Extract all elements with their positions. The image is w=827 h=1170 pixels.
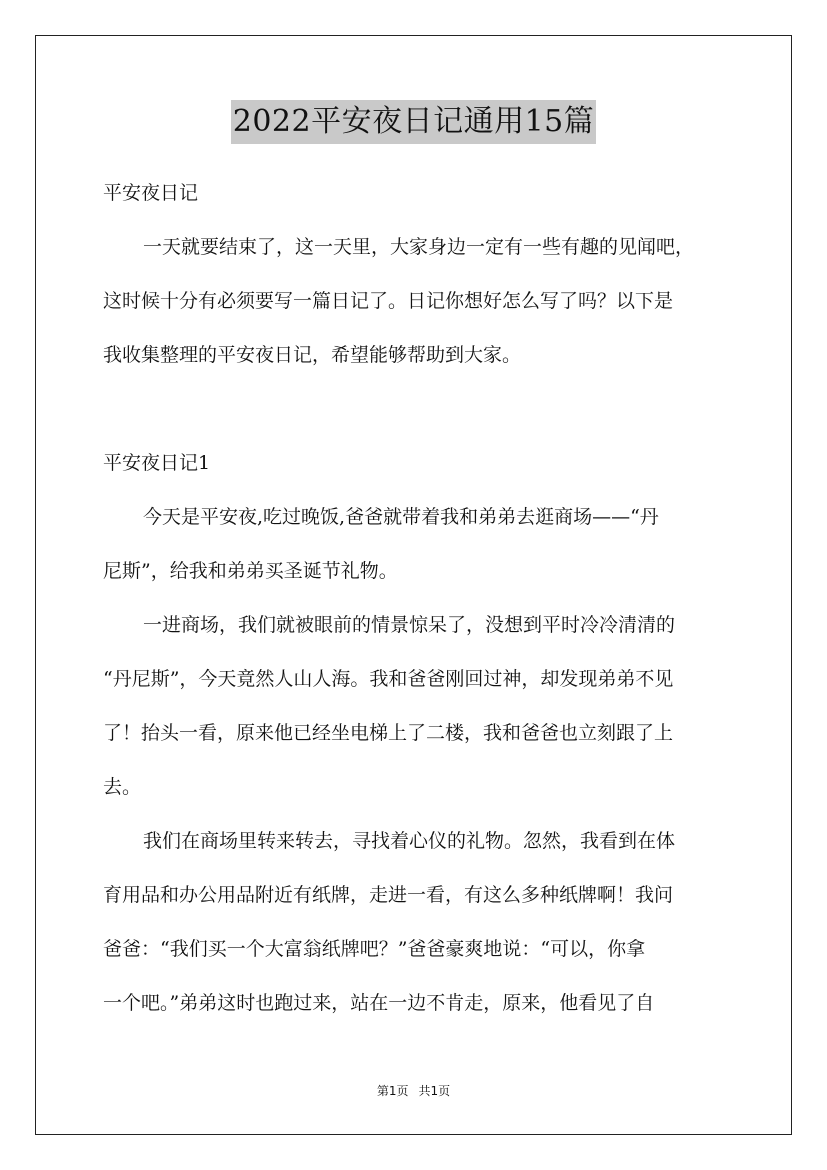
intro-paragraph [103,220,733,382]
document-title: 2022平安夜日记通用15篇 [231,100,597,144]
paragraph-line: 育用品和办公用品附近有纸牌，走进一看，有这么多种纸牌啊！我问 [103,884,674,906]
paragraph-line: 去。 [103,776,142,798]
paragraph-line: 今天是平安夜,吃过晚饭,爸爸就带着我和弟弟去逛商场——“丹 [143,506,659,528]
diary-paragraph-1 [103,490,733,598]
paragraph-line: 一进商场，我们就被眼前的情景惊呆了，没想到平时冷冷清清的 [143,614,676,636]
paragraph-line: 一个吧。”弟弟这时也跑过来，站在一边不肯走，原来，他看见了自 [103,992,655,1014]
paragraph-line: 了！抬头一看，原来他已经坐电梯上了二楼，我和爸爸也立刻跟了上 [103,722,674,744]
page-number-current: 第1页 [376,1084,409,1098]
section-heading-diary-1: 平安夜日记1 [103,452,211,474]
intro-line: 这时候十分有必须要写一篇日记了。日记你想好怎么写了吗？以下是 [103,290,674,312]
intro-line: 我收集整理的平安夜日记，希望能够帮助到大家。 [103,344,522,366]
page-footer [0,1082,827,1099]
page-number-total: 共1页 [418,1084,451,1098]
paragraph-line: 尼斯”，给我和弟弟买圣诞节礼物。 [103,560,398,582]
paragraph-line: 爸爸：“我们买一个大富翁纸牌吧？”爸爸豪爽地说：“可以，你拿 [103,938,646,960]
document-body [103,166,733,1030]
paragraph-line: “丹尼斯”，今天竟然人山人海。我和爸爸刚回过神，却发现弟弟不见 [103,668,674,690]
diary-paragraph-3 [103,814,733,1030]
intro-line: 一天就要结束了，这一天里，大家身边一定有一些有趣的见闻吧， [143,236,695,258]
paragraph-line: 我们在商场里转来转去，寻找着心仪的礼物。忽然，我看到在体 [143,830,676,852]
section-heading-intro: 平安夜日记 [103,182,199,204]
title-container [0,100,827,144]
paragraph-spacer [103,382,733,436]
diary-paragraph-2 [103,598,733,814]
